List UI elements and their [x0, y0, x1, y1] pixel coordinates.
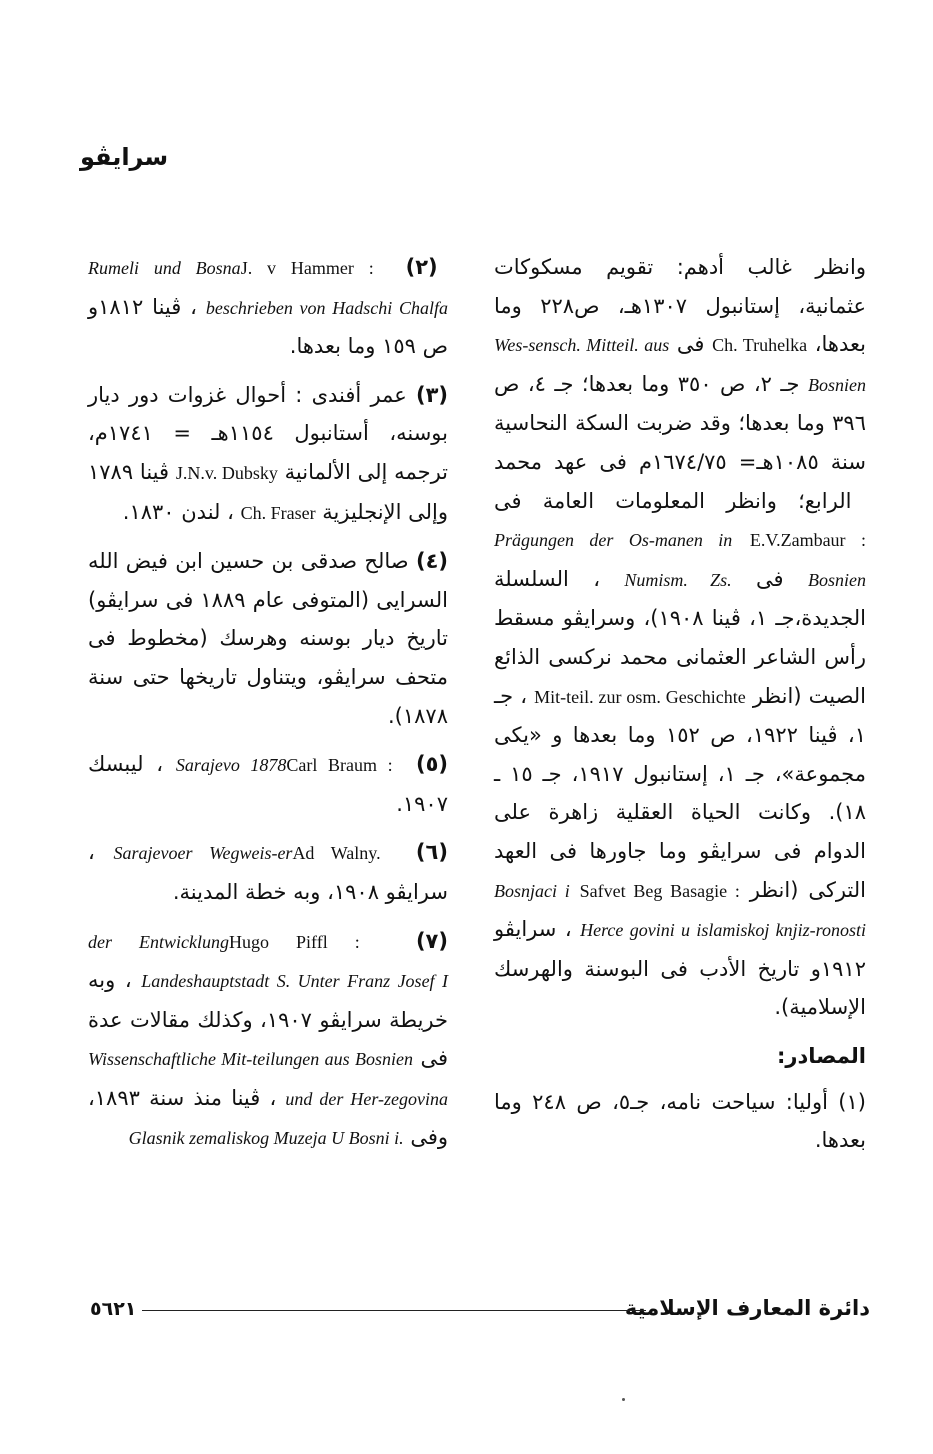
source-entry-2 [88, 248, 448, 366]
entry-number: (٤) [415, 549, 448, 574]
entry-number: (٧) [415, 928, 448, 953]
entry-number: (٣) [415, 382, 448, 407]
paragraph-references-continued [494, 248, 866, 1027]
latin-citation: Ad Walny. [292, 843, 398, 864]
text-segment: ، سرايڤو ١٩١٢و تاريخ الأدب فى البوسنة والهرسك الإسلامية). [494, 917, 866, 1020]
entry-number: (٦) [415, 840, 448, 865]
footer-publication-title: دائرة المعارف الإسلامية [624, 1296, 870, 1320]
entry-number: (٥) [415, 752, 449, 777]
latin-citation: J.N.v. Dubsky [175, 462, 278, 483]
latin-citation: Hugo Piffl : [229, 931, 387, 952]
text-segment: جـ ٢، ص ٣٥٠ وما بعدها؛ جـ ٤، ص ٣٩٦ وما بعدها؛ وقد ضربت السكة النحاسية سنة ١٠٨٥هـ= ١٦٧٤/٧٥م فى عهد محمد الرابع؛ وانظر المعلومات العامة فى [494, 371, 866, 513]
latin-title: der Entwicklung Landeshauptstadt S. Unter Franz Josef I [88, 931, 448, 992]
text-segment: ، السلسلة الجديدة،جـ ١، ڤينا ١٩٠٨)، وسرايڤو مسقط رأس الشاعر العثمانى محمد نركسى الذائع الصيت (انظر [494, 566, 867, 708]
text-segment: ، ليبسك ١٩٠٧. [88, 752, 448, 816]
text-segment: ، ڤينا منذ سنة ١٨٩٣، وفى [88, 1085, 448, 1150]
text-segment: عمر أفندى : أحوال غزوات دور ديار بوسنه، أستانبول ١١٥٤هـ = ١٧٤١م، ترجمه إلى الألمانية [88, 382, 448, 484]
text-segment: ڤينا ١٧٨٩ وإلى الإنجليزية [88, 459, 448, 524]
source-entry-3 [88, 376, 448, 532]
source-entry-7 [88, 922, 448, 1159]
page-number: ٥٦٢١ [90, 1298, 137, 1320]
latin-citation: Ch. Truhelka [712, 335, 808, 356]
latin-title: Wes-sensch. Mitteil. aus Bosnien [494, 335, 866, 395]
text-segment: ، وبه خريطة سرايڤو ١٩٠٧، وكذلك مقالات عدة فى [88, 968, 449, 1071]
latin-title: Prägungen der Os-manen in Bosnien [494, 530, 866, 590]
source-entry-1: (١) أوليا: سياحت نامه، جـ٥، ص ٢٤٨ وما بعدها. [494, 1089, 866, 1153]
latin-citation: Carl Braum : [286, 755, 404, 776]
text-segment: فى [731, 566, 784, 591]
latin-title: Wissenschaftliche Mit-teilungen aus Bosnien und der Her-zegovina [88, 1049, 449, 1109]
latin-title: Rumeli und Bosna [88, 258, 241, 278]
sources-heading: المصادر: [776, 1043, 866, 1068]
source-entry-6 [88, 833, 448, 911]
text-segment: ، جـ ١، ڤينا ١٩٢٢، ص ١٥٢ وما بعدها و «يكى مجموعة»، جـ ١، إستانبول ١٩١٧، جـ ١٥ ـ ١٨). وكانت الحياة العقلية زاهرة على الدوام فى سرايڤو وما جاورها فى العهد التركى (انظر [494, 683, 866, 902]
latin-title: beschrieben von Hadschi Chalfa [205, 297, 448, 318]
latin-title: Glasnik zemaliskog Muzeja U Bosni i. [128, 1128, 404, 1149]
text-segment: صالح صدقى بن حسين ابن فيض الله السرايى (المتوفى عام ١٨٨٩ فى سرايڤو) تاريخ ديار بوسنه وهرسك (مخطوط فى متحف سرايڤو، ويتناول تاريخها حتى سنة ١٨٧٨). [88, 549, 448, 728]
latin-citation: Ch. Fraser [240, 502, 316, 523]
left-column [88, 248, 448, 1168]
text-segment: ، ڤينا ١٨١٢و ص ١٥٩ وما بعدها. [88, 294, 448, 359]
text-segment: وانظر غالب أدهم: تقويم مسكوكات عثمانية، إستانبول ١٣٠٧هـ، ص٢٢٨ وما بعدها، [494, 255, 866, 357]
latin-citation: Safvet Beg Basagie : [579, 880, 740, 901]
latin-citation: E.V.Zambaur : [749, 530, 866, 551]
page-header-title: سرايڤو [80, 143, 169, 171]
footer-divider [142, 1310, 646, 1311]
text-segment: فى [669, 332, 705, 357]
text-segment: ، سرايڤو ١٩٠٨، وبه خطة المدينة. [88, 840, 448, 904]
latin-title: Sarajevo 1878 [175, 755, 287, 776]
entry-number: (٢) [405, 255, 438, 279]
latin-citation: J. v Hammer : [240, 258, 389, 278]
latin-title: Sarajevoer Wegweis-er [113, 843, 293, 864]
source-entry-4 [88, 542, 448, 735]
source-entry-5 [88, 745, 448, 823]
right-column [494, 248, 866, 1170]
page-footer [90, 1296, 870, 1326]
latin-title: Bosnjaci i Herce govini u islamiskoj knjiz-ronosti [494, 880, 866, 941]
print-speck [622, 1398, 625, 1401]
latin-citation: Mit-teil. zur osm. Geschichte [534, 686, 746, 707]
latin-title: Numism. Zs. [624, 569, 732, 590]
text-segment: ، لندن ١٨٣٠. [122, 499, 234, 524]
